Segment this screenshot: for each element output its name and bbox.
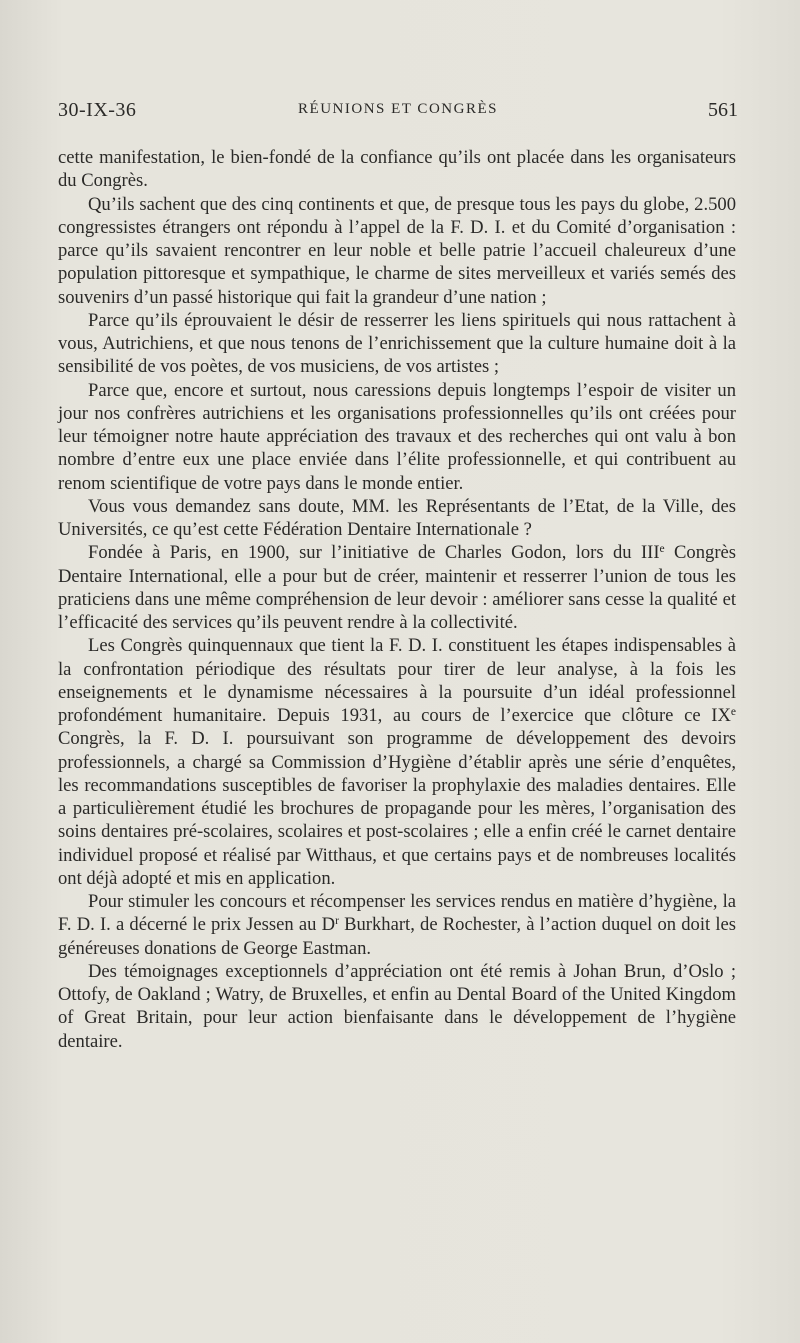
paragraph-9: Des témoignages exceptionnels d’appréciation ont été remis à Johan Brun, d’Oslo ; Ottofy, de Oakland ; Watry, de Bruxelles, et enfin au Dental Board of the United Kingdom of Great Britain, pour leur action bienfaisante dans le développement de l’hygiène dentaire. (58, 960, 736, 1052)
paragraph-2: Qu’ils sachent que des cinq continents et que, de presque tous les pays du globe, 2.500 congressistes étrangers ont répondu à l’appel de la F. D. I. et du Comité d’organisation : parce qu’ils savaient rencontrer en leur noble et belle patrie l’accueil chaleureux d’une population pittoresque et sympathique, le charme de sites merveilleux et variés semés des souvenirs d’un passé historique qui fait la grandeur d’une nation ; (58, 193, 736, 308)
paragraph-8-text-a: Pour stimuler les concours et récompenser les services rendus en matière d’hygiène, la F. D. I. a décerné le prix Jessen au D (58, 891, 736, 936)
paragraph-5: Vous vous demandez sans doute, MM. les Représentants de l’Etat, de la Ville, des Universités, ce qu’est cette Fédération Dentaire Internationale ? (58, 495, 736, 540)
paragraph-7-text-b: Congrès, la F. D. I. poursuivant son programme de développement des devoirs professionnels, a chargé sa Commission d’Hygiène d’établir après une série d’enquêtes, les recommandations susceptibles de favoriser la prophylaxie des maladies dentaires. Elle a particulièrement étudié les brochures de propagande pour les mères, l’organisation des soins dentaires pré-scolaires, scolaires et post-scolaires ; elle a enfin créé le carnet dentaire individuel proposé et réalisé par Witthaus, et que certains pays et de nombreuses localités ont déjà adopté et mis en application. (58, 728, 736, 889)
paragraph-6 (58, 541, 736, 634)
page-number: 561 (708, 99, 738, 121)
paragraph-8 (58, 890, 736, 960)
header-date: 30-IX-36 (58, 99, 137, 121)
superscript-e: e (659, 543, 665, 556)
paragraph-1: cette manifestation, le bien-fondé de la confiance qu’ils ont placée dans les organisateurs du Congrès. (58, 147, 736, 192)
running-head (58, 99, 738, 129)
paragraph-4: Parce que, encore et surtout, nous caressions depuis longtemps l’espoir de visiter un jour nos confrères autrichiens et les organisations professionnelles qu’ils ont créées pour leur témoigner notre haute appréciation des travaux et des recherches qui ont valu à bon nombre d’entre eux une place enviée dans l’élite professionnelle, et qui contribuent au renom scientifique de votre pays dans le monde entier. (58, 379, 736, 494)
paragraph-8-text-b: Burkhart, de Rochester, à l’action duquel on doit les généreuses donations de George Eastman. (58, 914, 736, 959)
paragraph-6-text-a: Fondée à Paris, en 1900, sur l’initiative de Charles Godon, lors du III (88, 542, 660, 564)
paragraph-7 (58, 634, 736, 890)
paragraph-3: Parce qu’ils éprouvaient le désir de resserrer les liens spirituels qui nous rattachent à vous, Autrichiens, et que nous tenons de l’enrichissement que la culture humaine doit à la sensibilité de vos poètes, de vos musiciens, de vos artistes ; (58, 309, 736, 378)
header-title: RÉUNIONS ET CONGRÈS (298, 101, 498, 117)
superscript-r: r (335, 915, 339, 928)
body-text (58, 146, 736, 1053)
paragraph-7-text-a: Les Congrès quinquennaux que tient la F. D. I. constituent les étapes indispensables à la confrontation périodique des résultats pour tirer de leur analyse, à la fois les enseignements et le dynamisme nécessaires à la poursuite d’un idéal professionnel profondément humanitaire. Depuis 1931, au cours de l’exercice que clôture ce IX (58, 635, 736, 726)
paragraph-6-text-b: Congrès Dentaire International, elle a pour but de créer, maintenir et resserrer l’union de tous les praticiens dans une même compréhension de leur devoir : améliorer sans cesse la qualité et l’efficacité des services qu’ils peuvent rendre à la collectivité. (58, 542, 737, 633)
superscript-e: e (730, 706, 736, 719)
